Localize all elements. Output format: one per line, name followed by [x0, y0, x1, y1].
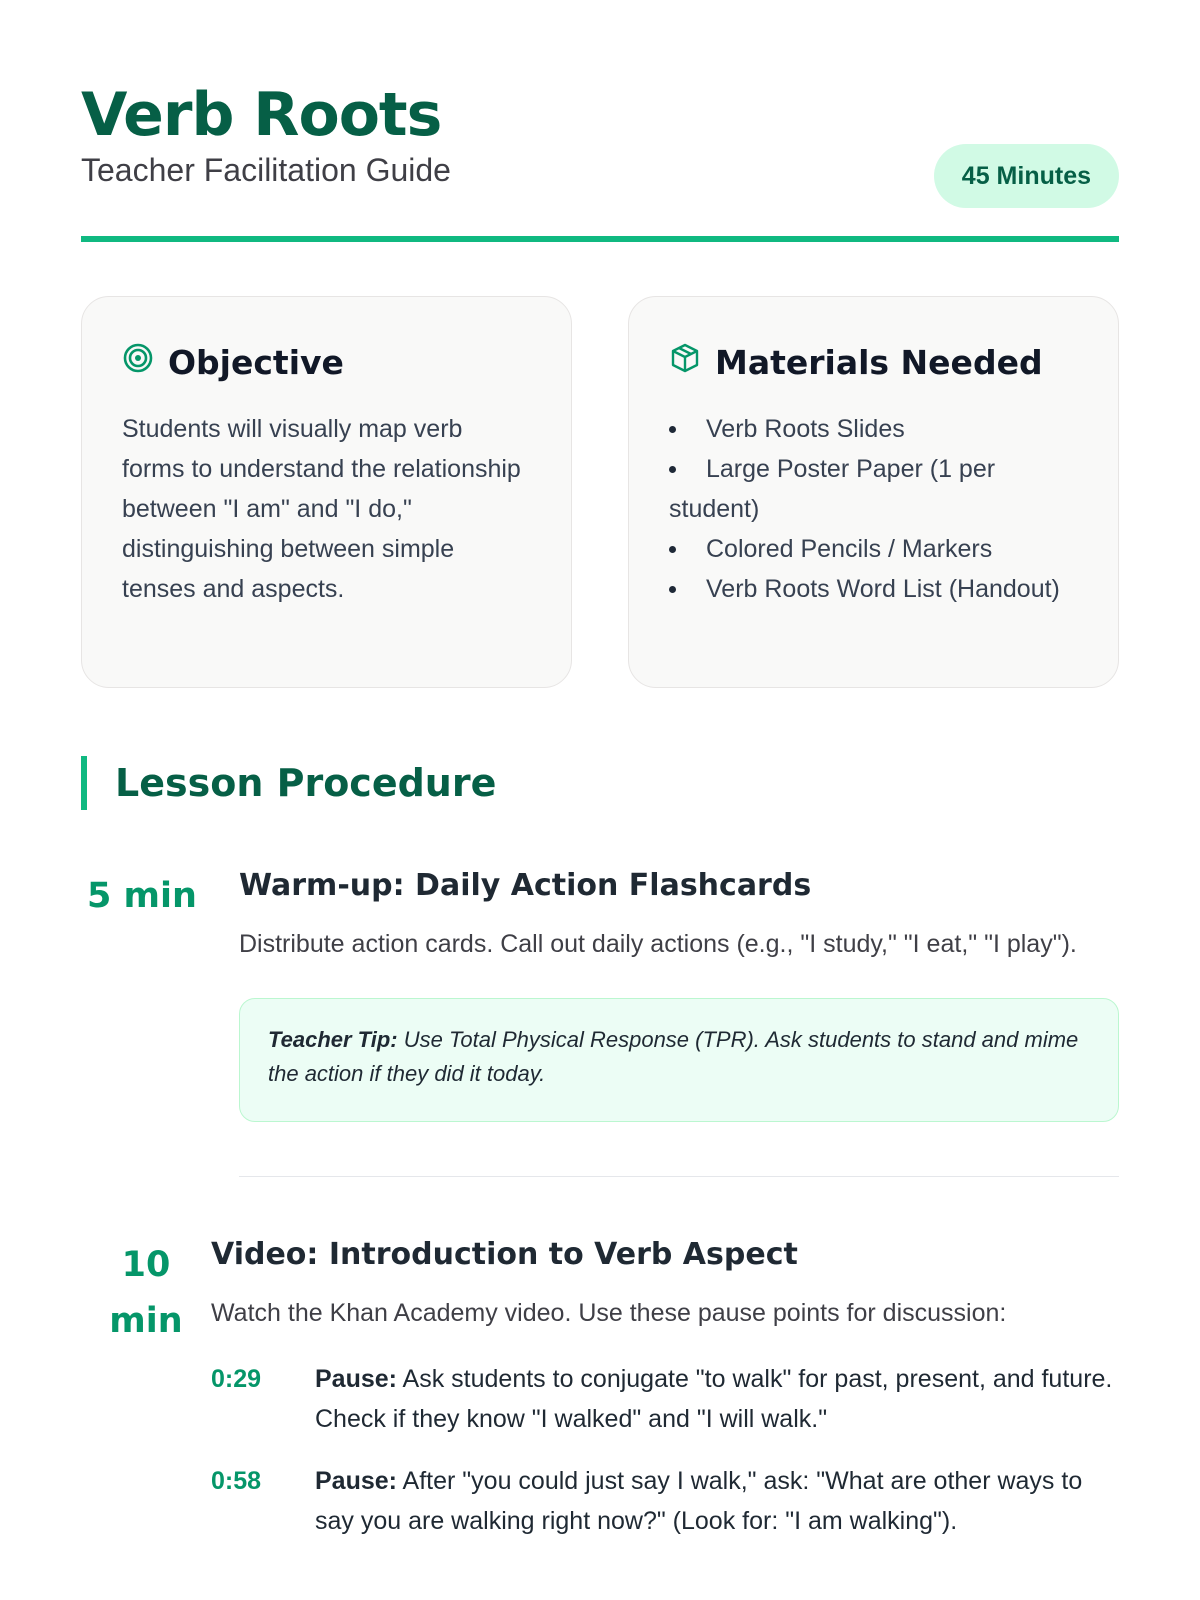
- pause-label: Pause:: [315, 1467, 397, 1495]
- box-icon: [669, 342, 701, 382]
- list-item: Verb Roots Slides: [669, 409, 1078, 449]
- pause-text: [315, 1359, 1119, 1439]
- step-duration: 5 min: [87, 876, 197, 916]
- materials-card: [628, 296, 1119, 688]
- step-content: [239, 864, 1119, 1177]
- pause-instruction: Ask students to conjugate "to walk" for past, present, and future. Check if they know "I walked" and "I will walk.": [315, 1365, 1113, 1433]
- step-content: [211, 1233, 1119, 1541]
- objective-heading: [122, 337, 531, 387]
- step-description: Watch the Khan Academy video. Use these pause points for discussion:: [211, 1299, 1007, 1327]
- step-divider: [239, 1176, 1119, 1177]
- objective-title: Objective: [168, 342, 344, 382]
- list-item: Large Poster Paper (1 per student): [669, 449, 1078, 529]
- page-title: Verb Roots: [81, 80, 442, 150]
- pause-label: Pause:: [315, 1365, 397, 1393]
- pause-timestamp: 0:29: [211, 1365, 262, 1393]
- list-item: Colored Pencils / Markers: [669, 529, 1078, 569]
- pause-instruction: After "you could just say I walk," ask: "What are other ways to say you are walking right now?" (Look for: "I am walking").: [315, 1467, 1083, 1535]
- step-duration: 10 min: [109, 1245, 183, 1341]
- step-title: Video: Introduction to Verb Aspect: [211, 1237, 798, 1272]
- materials-list: [669, 409, 1078, 609]
- procedure-step: [81, 1233, 1119, 1541]
- pause-text: [315, 1461, 1119, 1541]
- pause-point: [211, 1359, 1119, 1439]
- teacher-tip-text: Use Total Physical Response (TPR). Ask students to stand and mime the action if they did it today.: [268, 1027, 1079, 1086]
- teacher-tip: [239, 998, 1119, 1122]
- pause-point: [211, 1461, 1119, 1541]
- teacher-tip-label: Teacher Tip:: [268, 1027, 398, 1052]
- target-icon: [122, 342, 154, 382]
- info-cards: [81, 296, 1119, 688]
- materials-title: Materials Needed: [715, 342, 1043, 382]
- duration-badge: 45 Minutes: [934, 144, 1119, 208]
- procedure-step: [81, 864, 1119, 1177]
- pause-timestamp: 0:58: [211, 1467, 262, 1495]
- step-description: Distribute action cards. Call out daily actions (e.g., "I study," "I eat," "I play").: [239, 930, 1077, 958]
- objective-card: [81, 296, 572, 688]
- section-heading: Lesson Procedure: [81, 756, 1119, 810]
- page-subtitle: Teacher Facilitation Guide: [81, 152, 451, 188]
- list-item: Verb Roots Word List (Handout): [669, 569, 1078, 609]
- page-header: [81, 80, 1119, 242]
- step-title: Warm-up: Daily Action Flashcards: [239, 868, 812, 903]
- materials-heading: [669, 337, 1078, 387]
- objective-text: Students will visually map verb forms to understand the relationship between "I am" and "I do," distinguishing between simple tenses and aspects.: [122, 415, 521, 603]
